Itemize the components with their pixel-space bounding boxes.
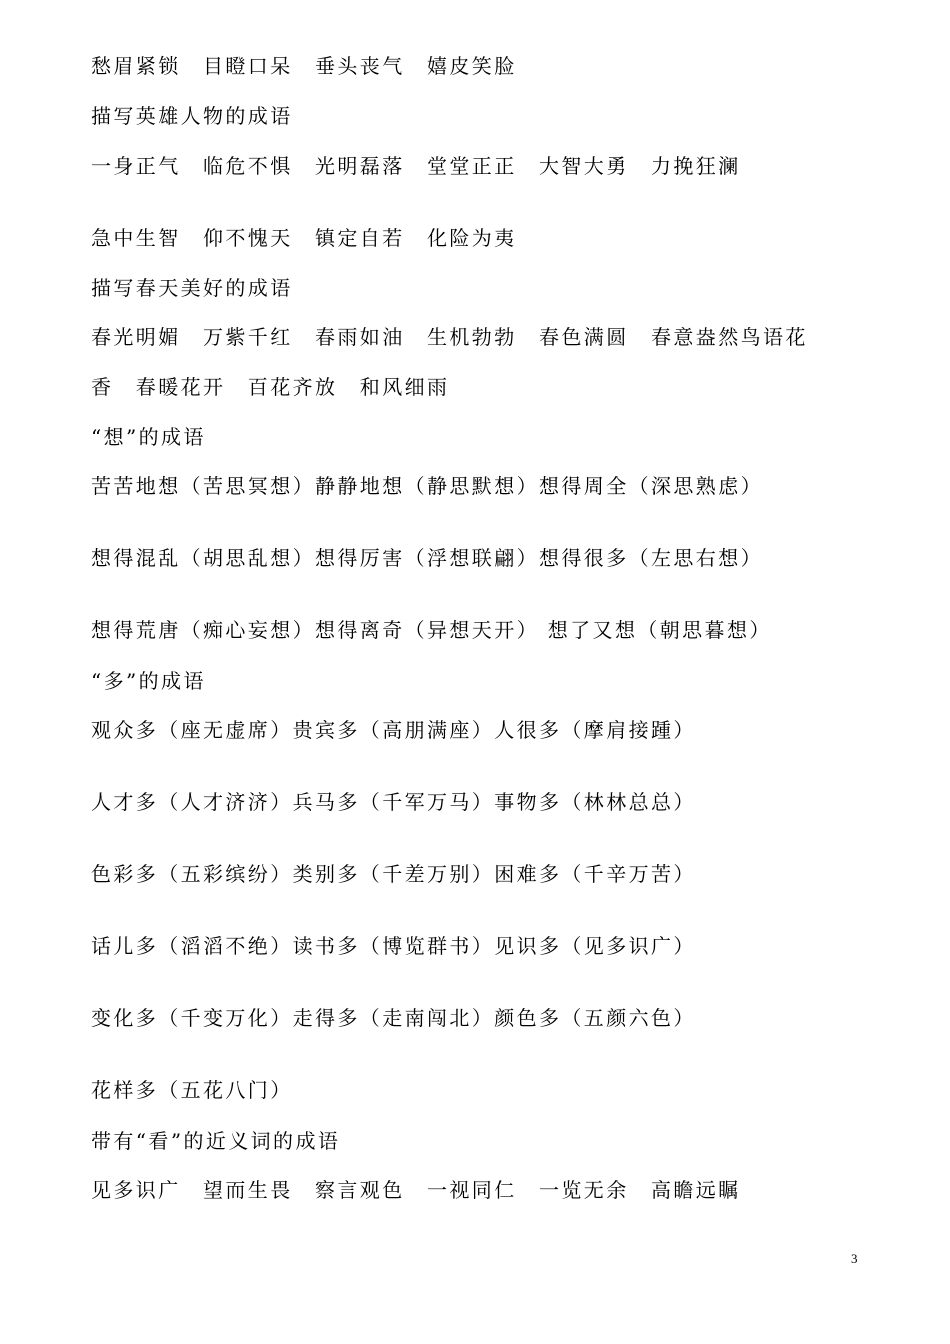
text-line-17: 变化多（千变万化）走得多（走南闯北）颜色多（五颜六色） (91, 1006, 696, 1030)
text-line-1: 愁眉紧锁 目瞪口呆 垂头丧气 嬉皮笑脸 (91, 54, 517, 78)
text-line-16: 话儿多（滔滔不绝）读书多（博览群书）见识多（见多识广） (91, 934, 696, 958)
heading-hero-idioms: 描写英雄人物的成语 (91, 104, 293, 128)
text-line-18: 花样多（五花八门） (91, 1078, 293, 1102)
heading-many-idioms: “多”的成语 (91, 669, 206, 693)
text-line-6: 春光明媚 万紫千红 春雨如油 生机勃勃 春色满圆 春意盎然鸟语花 (91, 325, 808, 349)
text-line-20: 见多识广 望而生畏 察言观色 一视同仁 一览无余 高瞻远瞩 (91, 1178, 741, 1202)
text-line-11: 想得荒唐（痴心妄想）想得离奇（异想天开） 想了又想（朝思暮想） (91, 618, 772, 642)
text-line-7: 香 春暖花开 百花齐放 和风细雨 (91, 375, 450, 399)
text-line-13: 观众多（座无虚席）贵宾多（高朋满座）人很多（摩肩接踵） (91, 718, 696, 742)
text-line-14: 人才多（人才济济）兵马多（千军万马）事物多（林林总总） (91, 790, 696, 814)
heading-look-idioms: 带有“看”的近义词的成语 (91, 1129, 341, 1153)
heading-think-idioms: “想”的成语 (91, 425, 206, 449)
text-line-3: 一身正气 临危不惧 光明磊落 堂堂正正 大智大勇 力挽狂澜 (91, 154, 741, 178)
text-line-9: 苦苦地想（苦思冥想）静静地想（静思默想）想得周全（深思熟虑） (91, 474, 763, 498)
heading-spring-idioms: 描写春天美好的成语 (91, 276, 293, 300)
text-line-4: 急中生智 仰不愧天 镇定自若 化险为夷 (91, 226, 517, 250)
text-line-10: 想得混乱（胡思乱想）想得厉害（浮想联翩）想得很多（左思右想） (91, 546, 763, 570)
page-number: 3 (851, 1251, 858, 1266)
text-line-15: 色彩多（五彩缤纷）类别多（千差万别）困难多（千辛万苦） (91, 862, 696, 886)
